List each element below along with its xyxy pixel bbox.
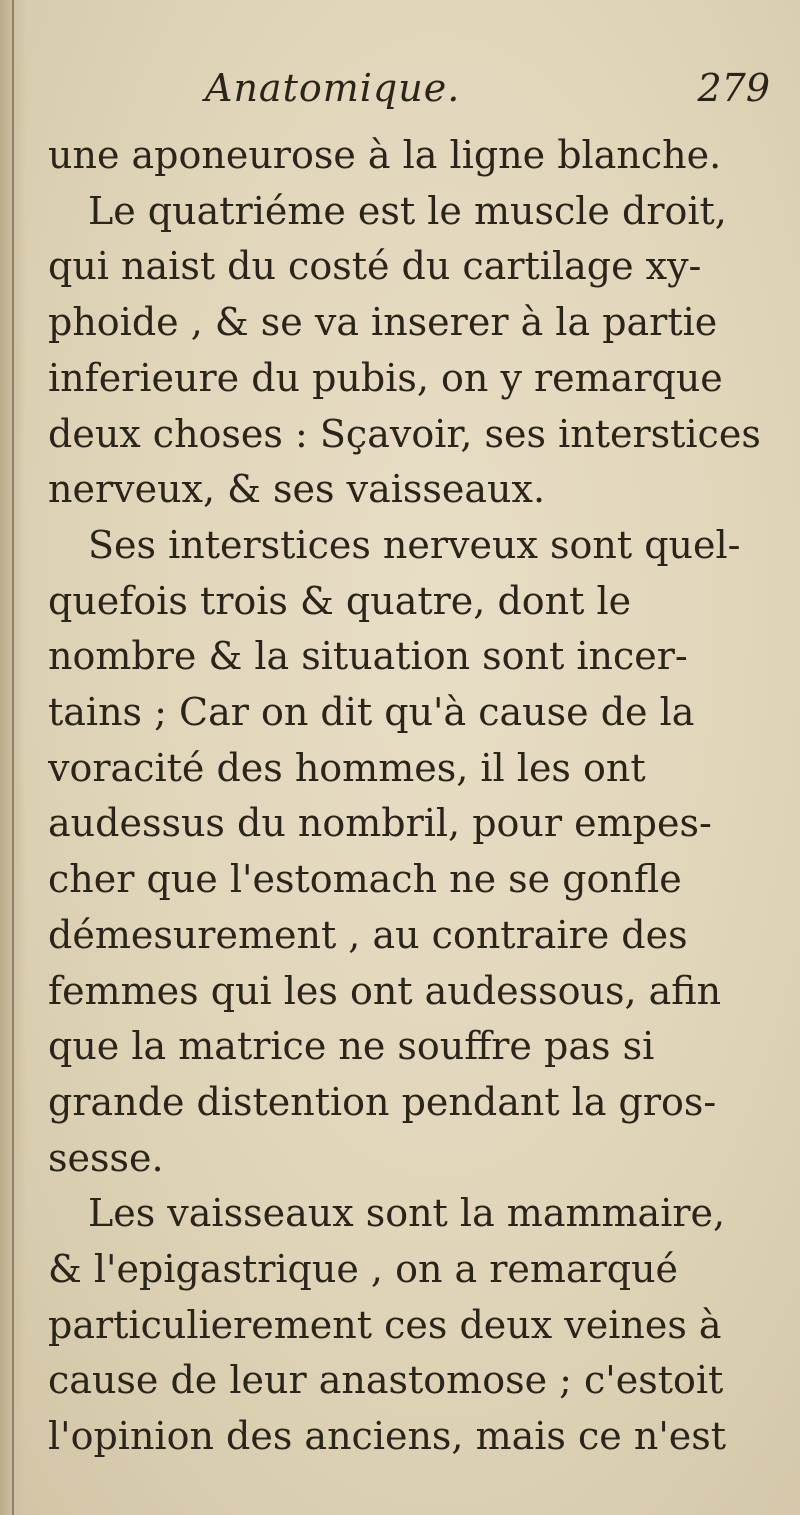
text-line: phoide , & se va inserer à la partie: [48, 300, 718, 345]
text-line: voracité des hommes, il les ont: [48, 745, 646, 790]
text-line: Les vaisseaux sont la mammaire,: [88, 1191, 726, 1236]
page-number: 279: [697, 66, 770, 110]
text-line: Le quatriéme est le muscle droit,: [88, 188, 727, 233]
text-line: Ses interstices nerveux sont quel-: [88, 522, 741, 567]
text-line: grande distention pendant la gros-: [48, 1079, 717, 1124]
text-line: qui naist du costé du cartilage xy-: [48, 244, 702, 289]
text-line: quefois trois & quatre, dont le: [48, 578, 632, 623]
text-line: & l'epigastrique , on a remarqué: [48, 1247, 679, 1292]
text-line: nerveux, & ses vaisseaux.: [48, 467, 546, 512]
text-line: sesse.: [48, 1135, 164, 1180]
body-text: [48, 128, 773, 1465]
text-line: l'opinion des anciens, mais ce n'est: [48, 1414, 727, 1459]
text-line: nombre & la situation sont incer-: [48, 634, 688, 679]
text-line: deux choses : Sçavoir, ses interstices: [48, 411, 761, 456]
text-line: cher que l'estomach ne se gonfle: [48, 857, 682, 902]
text-line: particulierement ces deux veines à: [48, 1302, 722, 1347]
text-line: audessus du nombril, pour empes-: [48, 801, 712, 846]
text-line: que la matrice ne souffre pas si: [48, 1024, 655, 1069]
page-header: [195, 58, 770, 118]
text-line: démesurement , au contraire des: [48, 912, 688, 957]
text-line: tains ; Car on dit qu'à cause de la: [48, 690, 695, 735]
page-binding-line: [12, 0, 14, 1515]
text-line: cause de leur anastomose ; c'estoit: [48, 1358, 724, 1403]
running-title: Anatomique.: [205, 66, 461, 110]
text-line: inferieure du pubis, on y remarque: [48, 355, 723, 400]
text-line: femmes qui les ont audessous, afin: [48, 968, 722, 1013]
text-line: une aponeurose à la ligne blanche.: [48, 133, 722, 177]
